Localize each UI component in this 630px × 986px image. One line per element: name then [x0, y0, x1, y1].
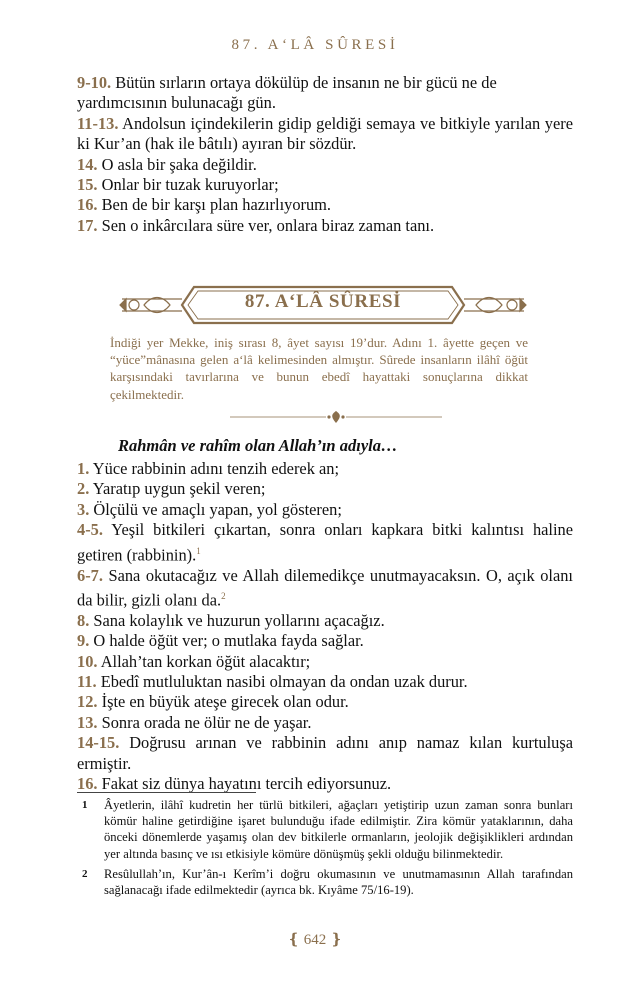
verse-text: Sen o inkârcılara süre ver, onlara biraz zaman tanı. [101, 215, 435, 235]
verse-text: Yaratıp uygun şekil veren; [92, 479, 266, 499]
verse-number: 16. [77, 195, 98, 215]
verse-text: Ebedî mutluluktan nasibi olmayan da ondan uzak durur. [100, 672, 468, 691]
verse-number: 13. [77, 712, 98, 732]
surah-verses [77, 459, 573, 794]
verse-17 [77, 216, 573, 236]
verse-text: O asla bir şaka değildir. [101, 154, 257, 174]
verse-4-5 [77, 520, 573, 565]
verse-16 [77, 195, 573, 215]
surah-title: 87. A‘LÂ SÛRESİ [244, 291, 402, 312]
verse-text: Sana kolaylık ve huzurun yollarını açacağız. [93, 610, 385, 630]
surah-introduction: İndiği yer Mekke, iniş sırası 8, âyet sayısı 19’dur. Adını 1. âyette geçen ve “yüce”mânasına gelen a‘lâ kelimesinden almıştır. Sûrede insanların ilâhî öğüt karşısındaki tavırlarına ve bunun ebedî hayattaki sonuçlarına dikkat çekilmektedir. [110, 335, 528, 402]
verse-text: İşte en büyük ateşe girecek olan odur. [101, 692, 349, 712]
verse-11 [77, 672, 573, 692]
footnote-number: 2 [82, 867, 88, 880]
verse-text: Sana okutacağız ve Allah dilemedikçe unutmayacaksın. O, açık olanı da bilir, gizli olanı da. [77, 565, 573, 610]
previous-surah-verses [77, 73, 573, 236]
right-ornament-icon: ❵ [330, 932, 343, 948]
verse-6-7 [77, 566, 573, 611]
verse-number: 9-10. [77, 73, 112, 92]
basmala: Rahmân ve rahîm olan Allah’ın adıyla… [118, 436, 398, 455]
left-ornament-icon: ❴ [287, 932, 300, 948]
footnote-separator [77, 792, 256, 793]
verse-10 [77, 652, 573, 672]
footnotes [77, 797, 573, 898]
running-header: 87. A‘LÂ SÛRESİ [231, 37, 399, 53]
footnote-text: Resûlullah’ın, Kur’ân-ı Kerîm’i doğru okumasının ve unutmamasının Allah tarafından sağlanacağı ifade edilmektedir (ayrıca bk. Kıyâme 75/16-19). [104, 866, 573, 898]
verse-number: 12. [77, 692, 98, 712]
verse-number: 1. [77, 459, 90, 478]
verse-2 [77, 479, 573, 499]
verse-number: 9. [77, 631, 90, 651]
verse-13 [77, 713, 573, 733]
verse-14-15 [77, 733, 573, 774]
verse-text: Yüce rabbinin adını tenzih ederek an; [92, 459, 340, 478]
footnote-number: 1 [82, 799, 88, 811]
verse-number: 11. [77, 672, 97, 691]
surah-title-banner [118, 283, 528, 327]
verse-number: 14-15. [77, 733, 120, 753]
verse-text: Bütün sırların ortaya dökülüp de insanın ne bir gücü ne de yardımcısının bulunacağı gün. [77, 73, 497, 113]
verse-text: Sonra orada ne ölür ne de yaşar. [101, 712, 312, 732]
verse-number: 15. [77, 175, 98, 195]
verse-number: 17. [77, 215, 98, 235]
page-number [0, 930, 630, 949]
verse-number: 2. [77, 479, 90, 499]
fleuron-icon [230, 410, 442, 424]
footnote-marker[interactable]: 1 [196, 545, 201, 556]
page-number-value: 642 [303, 932, 327, 948]
divider-ornament [230, 410, 442, 429]
footnote-marker[interactable]: 2 [221, 590, 226, 601]
verse-8 [77, 611, 573, 631]
verse-text: Ölçülü ve amaçlı yapan, yol gösteren; [93, 499, 342, 519]
verse-9 [77, 631, 573, 651]
verse-number: 11-13. [77, 113, 119, 133]
verse-number: 3. [77, 499, 90, 519]
verse-15 [77, 175, 573, 195]
verse-number: 6-7. [77, 565, 103, 585]
verse-number: 4-5. [77, 520, 103, 540]
verse-text: Ben de bir karşı plan hazırlıyorum. [101, 195, 332, 215]
verse-number: 16. [77, 774, 98, 794]
verse-14 [77, 155, 573, 175]
verse-3 [77, 500, 573, 520]
verse-number: 14. [77, 154, 98, 174]
verse-1 [77, 459, 573, 479]
verse-text: Allah’tan korkan öğüt alacaktır; [100, 651, 311, 671]
verse-number: 10. [77, 651, 98, 671]
footnote-2 [77, 866, 573, 898]
verse-text: Yeşil bitkileri çıkartan, sonra onları kapkara bitki kalıntısı haline getiren (rabbinin). [77, 520, 573, 565]
verse-text: O halde öğüt ver; o mutlaka fayda sağlar. [93, 631, 364, 651]
verse-text: Doğrusu arınan ve rabbinin adını anıp namaz kılan kurtuluşa ermiştir. [77, 733, 573, 773]
verse-12 [77, 692, 573, 712]
verse-text: Onlar bir tuzak kuruyorlar; [101, 175, 279, 195]
verse-text: Fakat siz dünya hayatını tercih ediyorsunuz. [101, 774, 392, 794]
footnote-text: Âyetlerin, ilâhî kudretin her türlü bitkileri, ağaçları yetiştirip uzun zaman sonra bunları kömür haline getirdiğine işaret bulunduğu ifade edilmiştir. Zira kömür yataklarının, daha önceki dönemlerde yaşamış olan dev bitkilerle ormanların, jeolojik değişiklikleri ardından yer altında basınç ve ısı etkisiyle kömüre dönüşmüş şekli olduğu bilinmektedir. [104, 798, 573, 861]
verse-text: Andolsun içindekilerin gidip geldiği semaya ve bitkiyle yarılan yere ki Kur’an (hak ile bâtılı) ayıran bir sözdür. [77, 113, 573, 154]
verse-11-13 [77, 114, 573, 155]
verse-number: 8. [77, 610, 90, 630]
verse-9-10 [77, 73, 573, 114]
footnote-1 [77, 797, 573, 862]
